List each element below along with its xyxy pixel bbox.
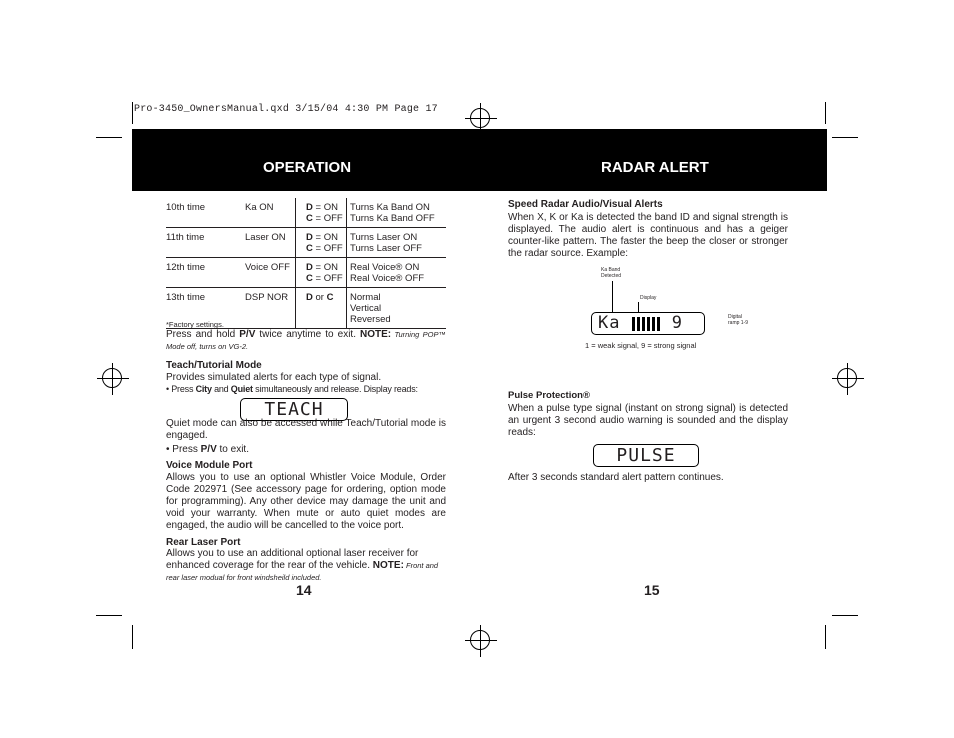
signal-bar bbox=[637, 317, 640, 331]
pulse-display: PULSE bbox=[593, 444, 699, 467]
settings-table bbox=[166, 198, 446, 329]
registration-mark-icon bbox=[102, 368, 122, 388]
left-page-title: OPERATION bbox=[263, 159, 352, 176]
teach-text: Provides simulated alerts for each type of signal. bbox=[166, 372, 382, 383]
table-cell-keys bbox=[296, 288, 347, 329]
key-value: = OFF bbox=[312, 243, 343, 254]
table-cell-time: 11th time bbox=[166, 232, 205, 243]
key-d: D bbox=[306, 202, 313, 213]
callout-line bbox=[638, 302, 639, 312]
table-cell-display: Ka ON bbox=[235, 198, 296, 228]
key-d: D bbox=[306, 292, 313, 303]
table-cell-keys bbox=[296, 258, 347, 288]
key-value: = ON bbox=[312, 262, 338, 273]
digit-label: Digital ramp 1-9 bbox=[728, 314, 749, 326]
crop-mark bbox=[96, 615, 122, 616]
key-value: = OFF bbox=[312, 213, 343, 224]
table-cell-result bbox=[347, 288, 447, 329]
text-run: and bbox=[211, 384, 231, 394]
band-readout: Ka bbox=[598, 313, 621, 333]
table-row bbox=[166, 258, 446, 288]
speed-text: When X, K or Ka is detected the band ID and signal strength is displayed. The audio alert is continuous and has a geiger counter-like pattern. The faster the beep the closer or stronger the radar source. Example: bbox=[508, 212, 788, 259]
pulse-text: When a pulse type signal (instant on strong signal) is detected an urgent 3 second audio warning is sounded and the display reads: bbox=[508, 403, 788, 438]
text-run: to exit. bbox=[216, 444, 249, 455]
signal-bar bbox=[647, 317, 650, 331]
table-cell-result bbox=[347, 198, 447, 228]
text-run: • Press bbox=[166, 384, 196, 394]
crop-mark bbox=[832, 615, 858, 616]
table-row bbox=[166, 228, 446, 258]
signal-bar bbox=[632, 317, 635, 331]
voice-text: Allows you to use an optional Whistler Voice Module, Order Code 202971 (See accessory page for ordering, option mode for programming). Any other device may damage the unit and void your warranty. When mute or auto quiet modes are engaged, the audio will be cancelled to the voice port. bbox=[166, 472, 446, 531]
crop-mark bbox=[132, 625, 133, 649]
crop-mark bbox=[96, 137, 122, 138]
text-run: twice anytime to exit. bbox=[255, 329, 360, 340]
voice-heading: Voice Module Port bbox=[166, 460, 253, 471]
table-cell-result bbox=[347, 228, 447, 258]
result-line: Vertical bbox=[350, 303, 382, 314]
key-c: C bbox=[306, 213, 313, 224]
factory-note: *Factory settings. bbox=[166, 320, 224, 329]
text-run: Allows you to use an additional optional laser receiver for enhanced coverage for the rear of the vehicle. bbox=[166, 548, 419, 571]
registration-mark-icon bbox=[470, 108, 490, 128]
key-c: C bbox=[306, 273, 313, 284]
quiet-key: Quiet bbox=[230, 384, 253, 394]
crop-mark bbox=[825, 625, 826, 649]
result-line: Real Voice® OFF bbox=[350, 273, 425, 284]
key-c: C bbox=[326, 292, 334, 303]
key-d: D bbox=[306, 232, 313, 243]
laser-text bbox=[166, 548, 447, 584]
signal-bar bbox=[657, 317, 660, 331]
result-line: Turns Ka Band ON bbox=[350, 202, 430, 213]
table-cell-time: 13th time bbox=[166, 292, 206, 303]
key-value: = ON bbox=[312, 202, 338, 213]
crop-mark bbox=[832, 137, 858, 138]
text-run: • Press bbox=[166, 444, 201, 455]
page-number-right: 15 bbox=[644, 582, 660, 598]
signal-display bbox=[591, 312, 705, 335]
key-d: D bbox=[306, 262, 313, 273]
exit-bullet bbox=[166, 444, 249, 456]
table-cell-display: Laser ON bbox=[235, 228, 296, 258]
signal-bar bbox=[642, 317, 645, 331]
result-line: Real Voice® ON bbox=[350, 262, 420, 273]
band-label: Ka Band Detected bbox=[601, 267, 622, 279]
teach-bullet bbox=[166, 384, 451, 394]
signal-bar bbox=[652, 317, 655, 331]
pulse-heading: Pulse Protection® bbox=[508, 390, 590, 401]
quiet-text: Quiet mode can also be accessed while Teach/Tutorial mode is engaged. bbox=[166, 418, 446, 441]
table-cell-display: Voice OFF bbox=[235, 258, 296, 288]
teach-heading: Teach/Tutorial Mode bbox=[166, 360, 262, 371]
crop-mark bbox=[132, 102, 133, 124]
result-line: Reversed bbox=[350, 314, 391, 325]
display-label: Display bbox=[640, 295, 657, 301]
callout-line bbox=[612, 281, 613, 312]
text-run: Press and hold bbox=[166, 329, 240, 340]
result-line: Normal bbox=[350, 292, 381, 303]
result-line: Turns Laser ON bbox=[350, 232, 418, 243]
note-label: NOTE: bbox=[360, 329, 392, 340]
registration-mark-icon bbox=[470, 630, 490, 650]
page-number-left: 14 bbox=[296, 582, 312, 598]
digit-readout: 9 bbox=[671, 313, 684, 333]
table-cell-time: 10th time bbox=[166, 202, 206, 213]
right-page-title: RADAR ALERT bbox=[601, 159, 709, 176]
table-cell-time: 12th time bbox=[166, 262, 206, 273]
result-line: Turns Ka Band OFF bbox=[350, 213, 435, 224]
result-line: Turns Laser OFF bbox=[350, 243, 422, 254]
note-text: Front and rear laser modual for front windsheild included. bbox=[166, 561, 439, 582]
file-slug: Pro-3450_OwnersManual.qxd 3/15/04 4:30 PM Page 17 bbox=[134, 104, 438, 115]
table-cell-display: DSP NOR bbox=[235, 288, 296, 329]
text-run: simultaneously and release. Display reads: bbox=[252, 384, 418, 394]
key-label: P/V bbox=[200, 444, 217, 455]
laser-heading: Rear Laser Port bbox=[166, 537, 241, 548]
table-cell-keys bbox=[296, 198, 347, 228]
table-row bbox=[166, 198, 446, 228]
signal-caption: 1 = weak signal, 9 = strong signal bbox=[585, 341, 697, 350]
table-cell-keys bbox=[296, 228, 347, 258]
registration-mark-icon bbox=[837, 368, 857, 388]
key-value: = OFF bbox=[312, 273, 343, 284]
note-text: Turning POP™ Mode off, turns on VG-2. bbox=[166, 330, 446, 351]
crop-mark bbox=[825, 102, 826, 124]
key-value: or bbox=[312, 292, 327, 303]
exit-instructions bbox=[166, 329, 446, 353]
key-label: P/V bbox=[239, 329, 256, 340]
note-label: NOTE: bbox=[372, 560, 404, 571]
header-banner bbox=[132, 129, 827, 191]
after-text: After 3 seconds standard alert pattern continues. bbox=[508, 472, 724, 483]
table-cell-result bbox=[347, 258, 447, 288]
key-value: = ON bbox=[312, 232, 338, 243]
city-key: City bbox=[195, 384, 212, 394]
teach-display: TEACH bbox=[240, 398, 348, 421]
speed-heading: Speed Radar Audio/Visual Alerts bbox=[508, 199, 663, 210]
key-c: C bbox=[306, 243, 313, 254]
